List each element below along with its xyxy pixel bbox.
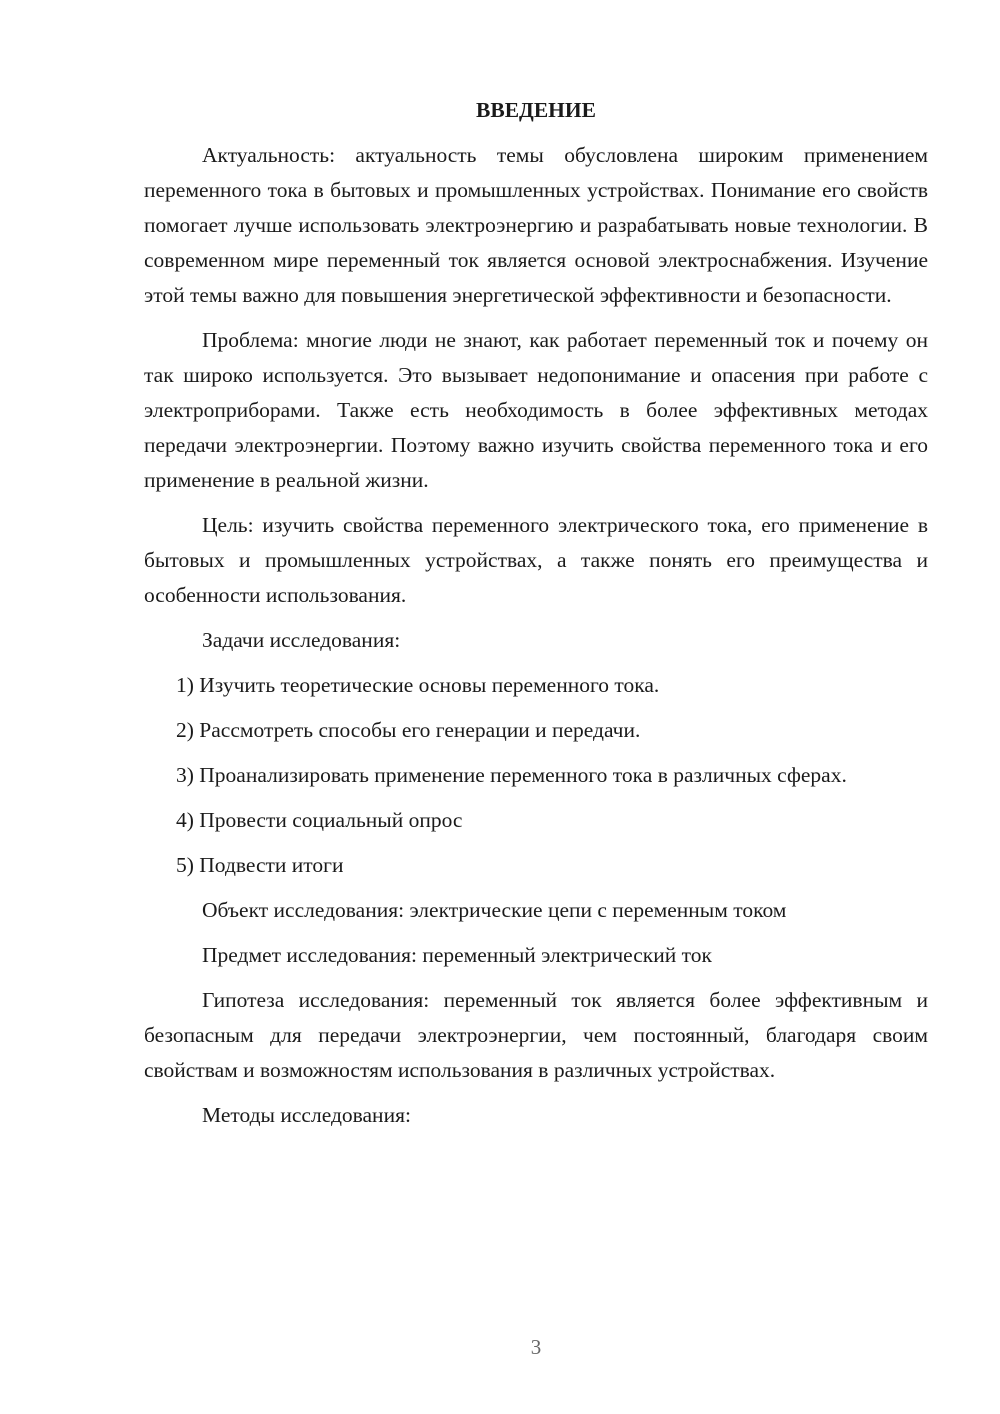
- task-item-1: 1) Изучить теоретические основы переменного тока.: [176, 673, 660, 697]
- paragraph-hypothesis: Гипотеза исследования: переменный ток является более эффективным и безопасным для передачи электроэнергии, чем постоянный, благодаря своим свойствам и возможностям использования в различных устройствах.: [144, 988, 928, 1082]
- paragraph-goal: Цель: изучить свойства переменного электрического тока, его применение в бытовых и промышленных устройствах, а также понять его преимущества и особенности использования.: [144, 513, 928, 607]
- paragraph-tasks-heading: Задачи исследования:: [202, 628, 401, 652]
- task-item-5: 5) Подвести итоги: [176, 853, 344, 877]
- page-title: ВВЕДЕНИЕ: [476, 98, 596, 122]
- paragraph-object: Объект исследования: электрические цепи с переменным током: [202, 898, 787, 922]
- task-item-3: 3) Проанализировать применение переменного тока в различных сферах.: [176, 763, 847, 787]
- page-number-container: [0, 1330, 1000, 1365]
- paragraph-methods: Методы исследования:: [202, 1103, 411, 1127]
- page-number: 3: [530, 1335, 542, 1359]
- paragraph-relevance: Актуальность: актуальность темы обусловлена широким применением переменного тока в бытовых и промышленных устройствах. Понимание его свойств помогает лучше использовать электроэнергию и разрабатывать новые технологии. В современном мире переменный ток является основой электроснабжения. Изучение этой темы важно для повышения энергетической эффективности и безопасности.: [144, 143, 928, 307]
- task-item-2: 2) Рассмотреть способы его генерации и передачи.: [176, 718, 641, 742]
- page-content: [144, 93, 928, 1143]
- paragraph-problem: Проблема: многие люди не знают, как работает переменный ток и почему он так широко используется. Это вызывает недопонимание и опасения при работе с электроприборами. Также есть необходимость в более эффективных методах передачи электроэнергии. Поэтому важно изучить свойства переменного тока и его применение в реальной жизни.: [144, 328, 928, 492]
- paragraph-subject: Предмет исследования: переменный электрический ток: [202, 943, 712, 967]
- task-item-4: 4) Провести социальный опрос: [176, 808, 463, 832]
